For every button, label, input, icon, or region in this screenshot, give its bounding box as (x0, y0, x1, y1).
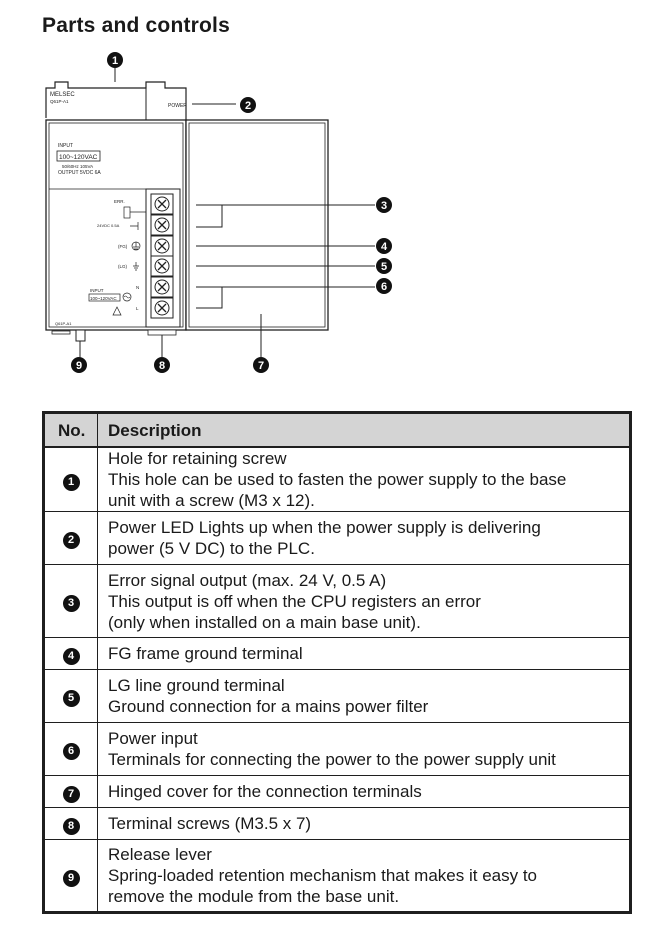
number-badge-icon: 1 (63, 474, 80, 491)
svg-text:(FG): (FG) (118, 244, 128, 249)
svg-text:ERR.: ERR. (114, 199, 125, 204)
number-badge-icon: 2 (63, 532, 80, 549)
svg-text:L: L (136, 306, 139, 311)
row-description: Error signal output (max. 24 V, 0.5 A) This output is off when the CPU registers an error (only when installed on a main base unit). (98, 565, 631, 638)
table-row (44, 776, 631, 808)
power-supply-diagram (0, 0, 665, 400)
svg-text:50/60Hz 105VA: 50/60Hz 105VA (62, 164, 94, 169)
brand-label: MELSEC (50, 92, 75, 98)
table-header-row (44, 413, 631, 448)
svg-text:3: 3 (380, 200, 388, 212)
table-row (44, 808, 631, 840)
callout-2-icon (240, 97, 256, 113)
callout-4-icon (376, 238, 392, 254)
svg-text:6: 6 (380, 281, 388, 293)
callout-9-icon (71, 357, 87, 373)
svg-text:100~120VAC: 100~120VAC (59, 154, 98, 161)
number-badge-icon: 4 (63, 648, 80, 665)
row-description: Hole for retaining screw This hole can be used to fasten the power supply to the base unit with a screw (M3 x 12). (98, 447, 631, 512)
row-description: LG line ground terminal Ground connection for a mains power filter (98, 670, 631, 723)
row-description: Hinged cover for the connection terminals (98, 776, 631, 808)
svg-text:OUTPUT 5VDC 6A: OUTPUT 5VDC 6A (58, 170, 101, 176)
svg-text:9: 9 (75, 360, 83, 372)
svg-text:8: 8 (158, 360, 166, 372)
number-badge-icon: 9 (63, 870, 80, 887)
table-row (44, 565, 631, 638)
model-label: Q61P-A1 (50, 99, 69, 104)
power-led-label: POWER (168, 103, 187, 109)
number-badge-icon: 8 (63, 818, 80, 835)
svg-text:24VDC 0.5A: 24VDC 0.5A (97, 223, 120, 228)
hinged-cover (186, 120, 328, 330)
svg-text:4: 4 (380, 241, 388, 253)
callout-1-icon (107, 52, 123, 68)
table-row (44, 723, 631, 776)
table-row (44, 512, 631, 565)
svg-text:INPUT: INPUT (58, 143, 73, 149)
number-badge-icon: 6 (63, 743, 80, 760)
svg-text:N: N (136, 285, 140, 290)
svg-text:2: 2 (244, 100, 252, 112)
callout-8-icon (154, 357, 170, 373)
table-row (44, 638, 631, 670)
release-lever (76, 330, 85, 341)
svg-text:Q61P-A1: Q61P-A1 (55, 321, 72, 326)
row-description: Power LED Lights up when the power supply is delivering power (5 V DC) to the PLC. (98, 512, 631, 565)
number-badge-icon: 3 (63, 595, 80, 612)
page-title: Parts and controls (42, 14, 230, 37)
table-row (44, 840, 631, 913)
table-row (44, 447, 631, 512)
number-badge-icon: 7 (63, 786, 80, 803)
callout-5-icon (376, 258, 392, 274)
svg-text:INPUT: INPUT (90, 288, 104, 293)
svg-text:100~120VAC: 100~120VAC (90, 296, 117, 301)
parts-table (42, 411, 632, 914)
table-row (44, 670, 631, 723)
header-description: Description (98, 413, 631, 448)
svg-text:7: 7 (257, 360, 265, 372)
number-badge-icon: 5 (63, 690, 80, 707)
row-description: Terminal screws (M3.5 x 7) (98, 808, 631, 840)
row-description: Power input Terminals for connecting the power to the power supply unit (98, 723, 631, 776)
svg-text:(LG): (LG) (118, 264, 127, 269)
callout-6-icon (376, 278, 392, 294)
svg-text:5: 5 (380, 261, 388, 273)
callout-3-icon (376, 197, 392, 213)
header-no: No. (44, 413, 98, 448)
terminal-screws (151, 194, 173, 318)
row-description: Release lever Spring-loaded retention mechanism that makes it easy to remove the module from the base unit. (98, 840, 631, 913)
svg-text:1: 1 (111, 55, 119, 67)
callout-7-icon (253, 357, 269, 373)
row-description: FG frame ground terminal (98, 638, 631, 670)
